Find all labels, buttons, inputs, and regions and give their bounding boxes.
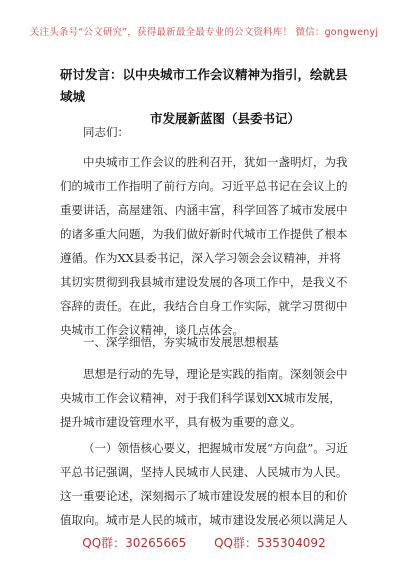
- greeting-text: 同志们：: [83, 125, 129, 139]
- section-heading-1: [60, 330, 350, 354]
- footer-qq-2: QQ群：535304092: [214, 536, 326, 550]
- paragraph-1-text: 中央城市工作会议的胜利召开，犹如一盏明灯，为我们的城市工作指明了前行方向。习近平总书记在会议上的重要讲话，高屋建瓴、内涵丰富，科学回答了城市发展中的诸多重大问题，为我们做好新时代城市工作提供了根本遵循。作为XX县委书记，深入学习领会会议精神，并将其切实贯彻到我县城市建设发展的各项工作中，是我义不容辞的责任。在此，我结合自身工作实际，就学习贯彻中央城市工作会议精神，谈几点体会。: [60, 155, 348, 337]
- greeting: [60, 120, 350, 144]
- footer-qq-1: QQ群：30265665: [82, 536, 187, 550]
- paragraph-1: [60, 150, 350, 342]
- title-line-2: 市发展新蓝图（县委书记）: [150, 111, 301, 126]
- paragraph-3: [60, 436, 350, 532]
- paragraph-2-text: 思想是行动的先导，理论是实践的指南。深刻领会中央城市工作会议精神，对于我们科学谋划XX城市发展，提升城市建设管理水平，具有极为重要的意义。: [60, 367, 348, 429]
- header-banner: 关注头条号“公文研究”，获得最新最全最专业的公文资料库！ 微信：gongwenyj: [29, 27, 379, 38]
- title-line-1: 研讨发言：以中央城市工作会议精神为指引，绘就县域城: [60, 67, 348, 104]
- paragraph-2: [60, 362, 350, 434]
- section-heading-1-text: 一、深学细悟，夯实城市发展思想根基: [83, 335, 279, 349]
- footer: [0, 534, 408, 551]
- paragraph-3-text: （一）领悟核心要义，把握城市发展“方向盘”。习近平总书记强调，坚持人民城市人民建、人民城市为人民。这一重要论述，深刻揭示了城市建设发展的根本目的和价值取向。城市是人民的城市，城市建设发展必须以满足人: [60, 441, 348, 527]
